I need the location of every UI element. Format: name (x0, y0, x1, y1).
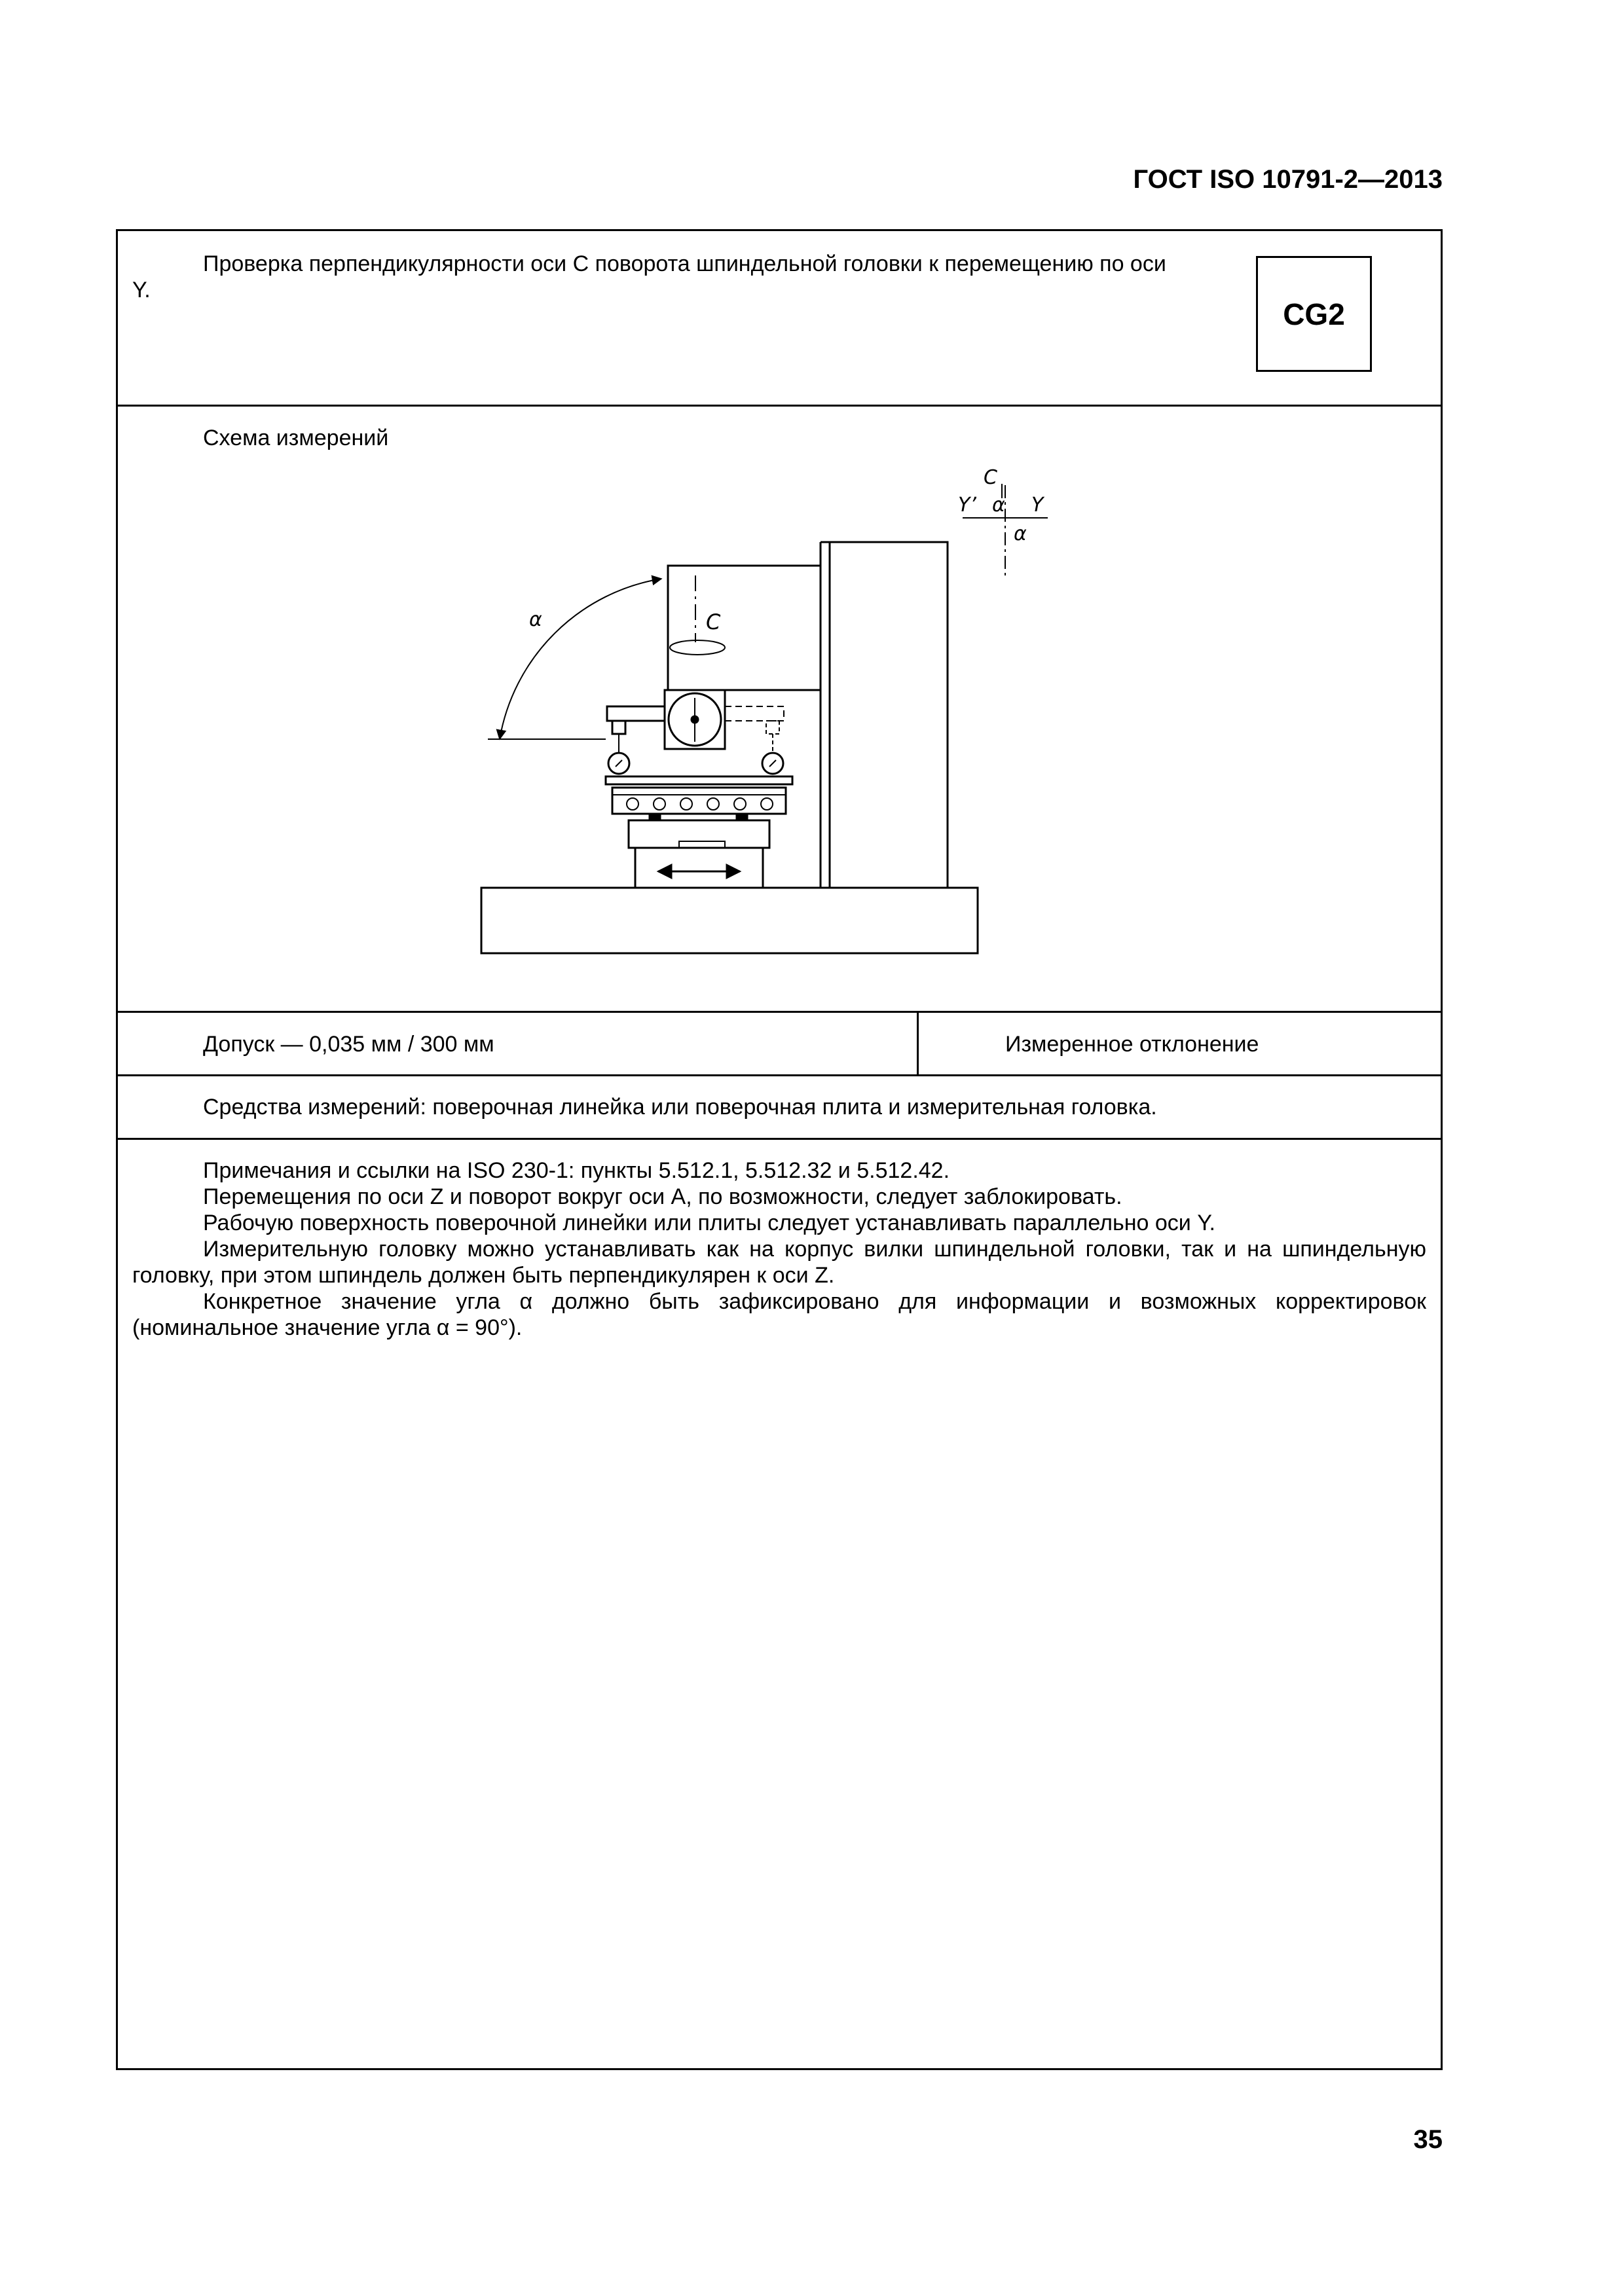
lower-carriage (635, 848, 763, 888)
saddle (629, 820, 769, 848)
angle-label-alpha: α (529, 608, 542, 631)
axis-label-y-prime: Y’ (958, 494, 976, 517)
machine-table (612, 788, 786, 814)
tolerance-row (118, 1013, 1441, 1076)
test-title: Проверка перпендикулярности оси С поворота шпиндельной головки к перемещению по оси Y. (132, 251, 1166, 302)
measuring-means: Средства измерений: поверочная линейка или поверочная плита и измерительная головка. (203, 1095, 1157, 1120)
machine-base (481, 888, 978, 953)
axis-label-alpha-top: α (992, 494, 1005, 517)
tolerance-value: Допуск — 0,035 мм / 300 мм (203, 1032, 494, 1057)
spindle-head-housing (668, 566, 821, 690)
notes-block (132, 1157, 1426, 1341)
tolerance-cell (118, 1013, 919, 1074)
note-paragraph: Рабочую поверхность поверочной линейки или плиты следует устанавливать параллельно оси Y. (203, 1211, 1215, 1235)
notes-row (118, 1140, 1441, 2068)
note-paragraph: Измерительную головку можно устанавливать как на корпус вилки шпиндельной головки, так и на шпиндельную головку, при этом шпиндель должен быть перпендикулярен к оси Z. (132, 1237, 1426, 1288)
axis-label-y: Y (1031, 494, 1044, 517)
note-paragraph: Конкретное значение угла α должно быть зафиксировано для информации и возможных корректировок (номинальное значение угла α = 90°). (132, 1289, 1426, 1340)
scheme-row (118, 407, 1441, 1013)
straightedge (606, 776, 792, 784)
scheme-label: Схема измерений (203, 426, 389, 450)
means-row (118, 1076, 1441, 1140)
axis-label-alpha-bottom: α (1014, 522, 1027, 545)
test-code-box: CG2 (1256, 256, 1372, 372)
axis-label-c: C (984, 466, 997, 489)
note-paragraph: Перемещения по оси Z и поворот вокруг оси А, по возможности, следует заблокировать. (203, 1184, 1122, 1209)
machine-column (830, 542, 948, 888)
title-row (118, 231, 1441, 407)
test-sheet-table (116, 229, 1443, 2070)
standard-header: ГОСТ ISO 10791-2—2013 (1133, 165, 1443, 194)
note-paragraph: Примечания и ссылки на ISO 230-1: пункты 5.512.1, 5.512.32 и 5.512.42. (203, 1158, 950, 1183)
measured-deviation-label: Измеренное отклонение (1005, 1032, 1259, 1057)
measurement-diagram (118, 407, 1441, 1009)
page-number: 35 (1413, 2125, 1443, 2154)
spindle-axis-label-c: C (706, 610, 721, 634)
